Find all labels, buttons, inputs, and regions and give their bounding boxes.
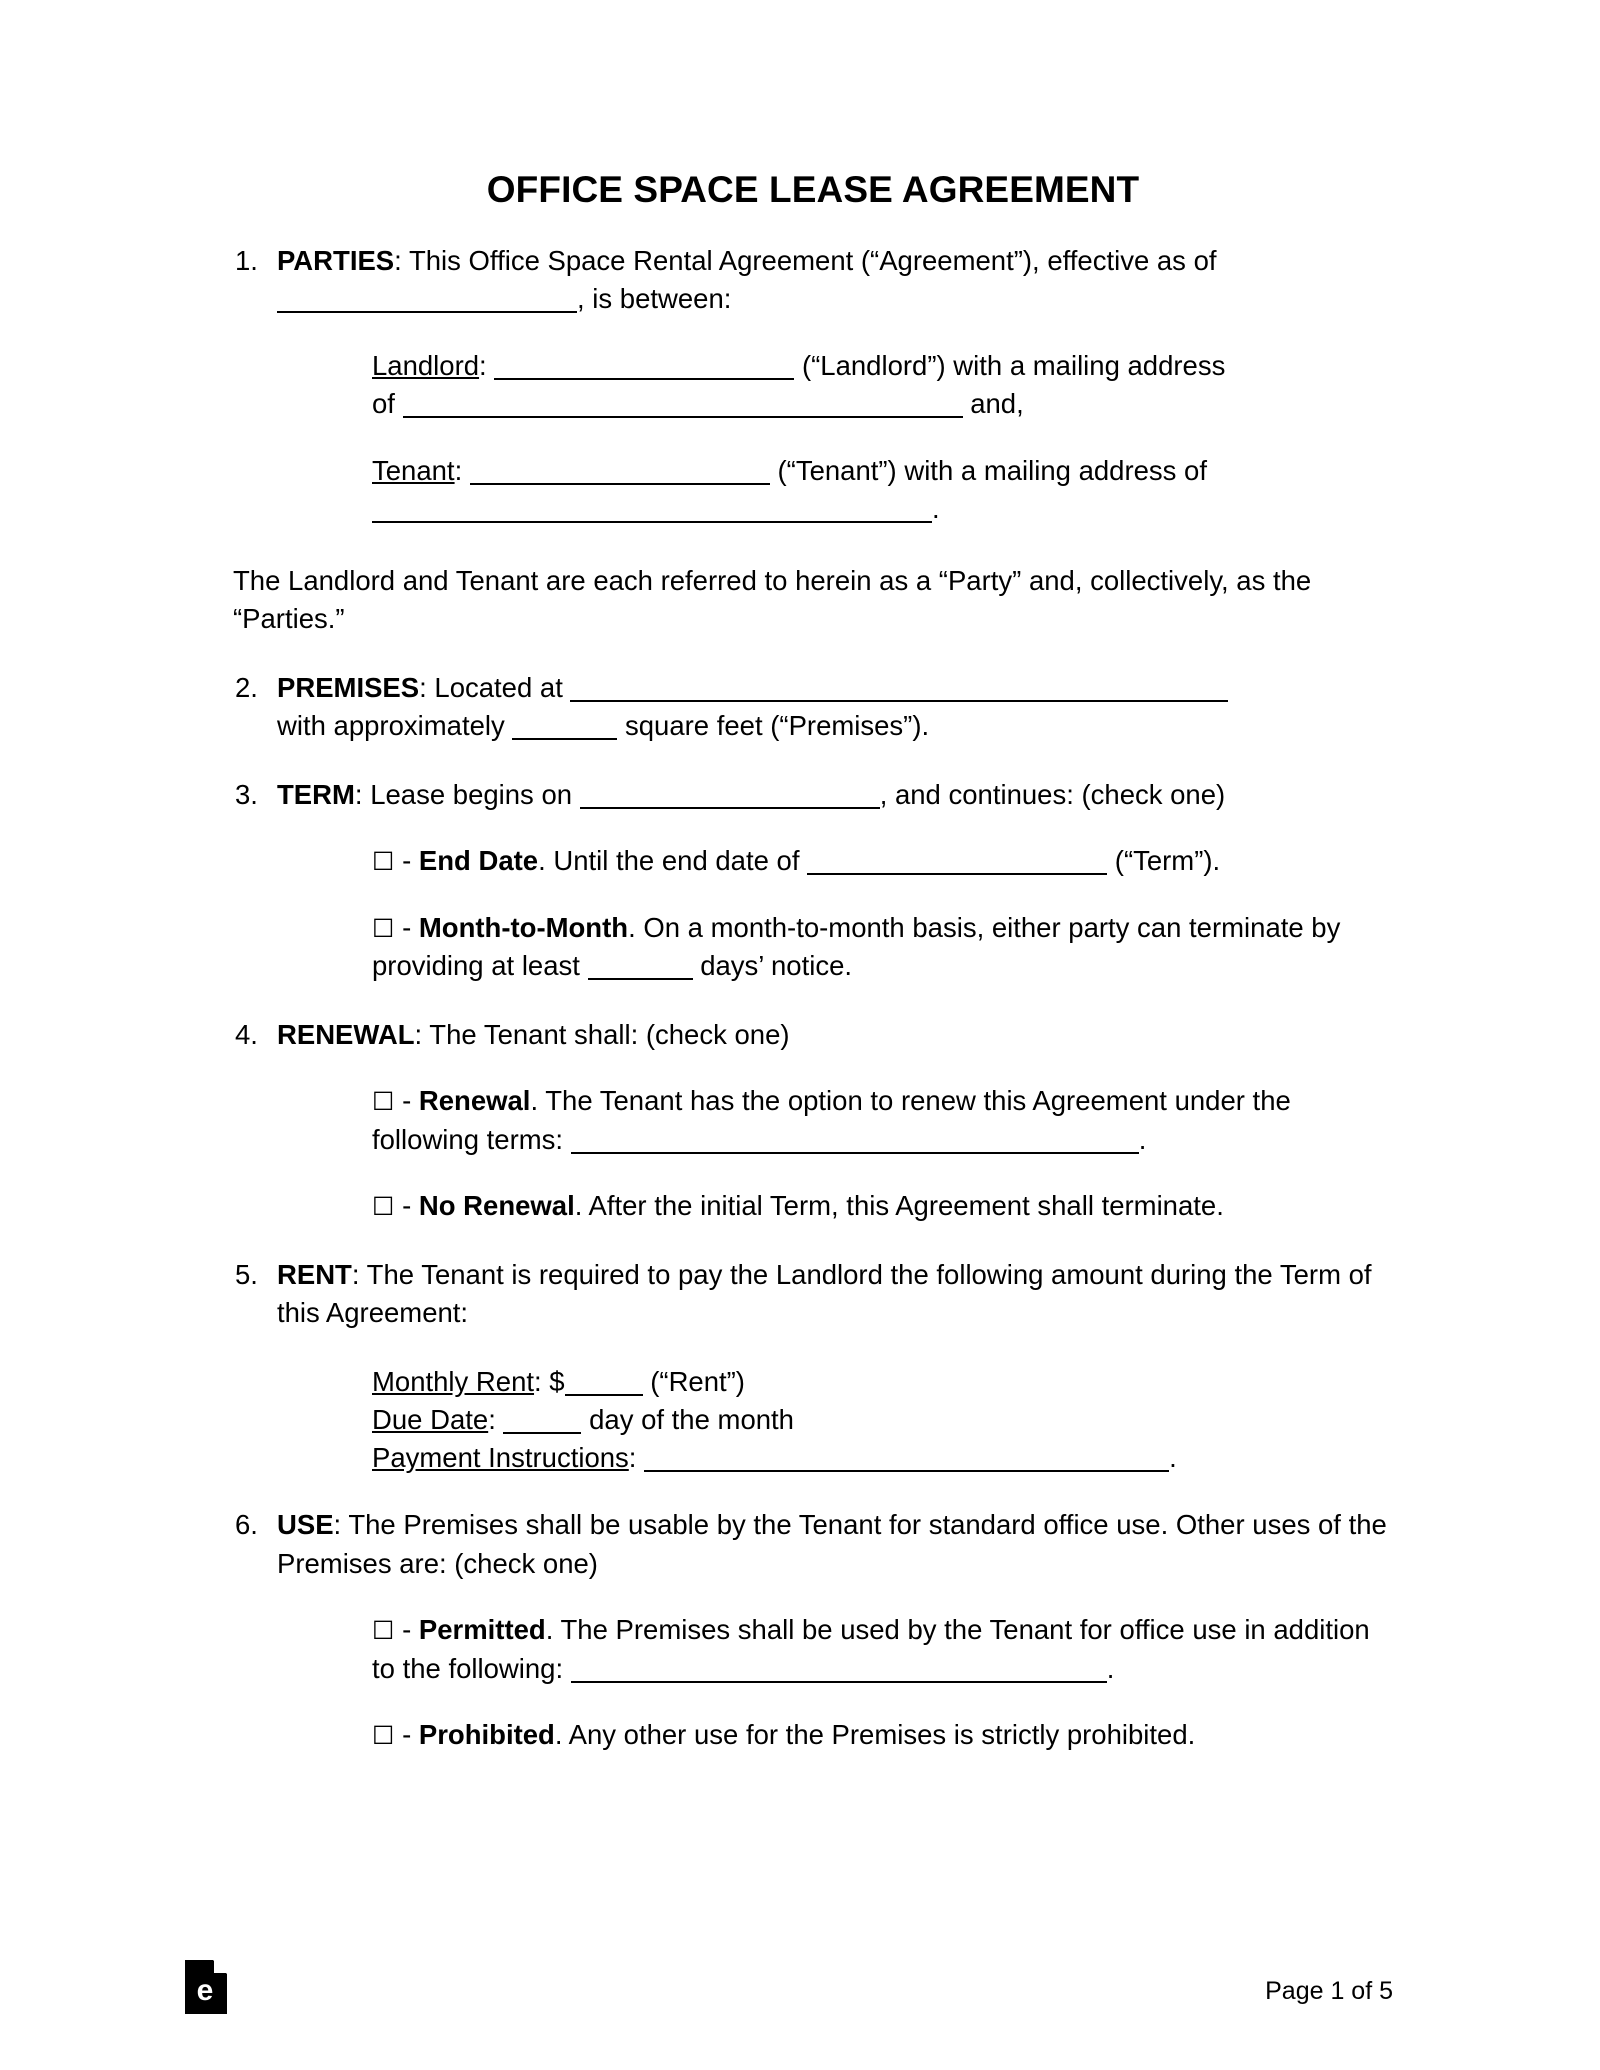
checkbox-unchecked-icon[interactable]: ☐ <box>372 1192 395 1222</box>
premises-sqft-blank[interactable] <box>512 718 617 740</box>
option-text: . The Tenant has the option to renew this Agreement under the following terms: <box>372 1085 1291 1155</box>
checkbox-unchecked-icon[interactable]: ☐ <box>372 1616 395 1646</box>
page-title: OFFICE SPACE LEASE AGREEMENT <box>486 169 1140 210</box>
option-text-cont: (“Term”). <box>1114 845 1221 877</box>
clause-sentence: : The Tenant is required to pay the Landlord the following amount during the Term of this Agreement: <box>277 1258 1372 1329</box>
clause-sentence-cont: , and continues: (check one) <box>879 778 1226 810</box>
landlord-suffix-text: (“Landlord”) with a mailing address <box>801 349 1226 381</box>
clause-sentence: : Located at <box>419 671 563 703</box>
lease-start-blank[interactable] <box>580 787 880 809</box>
due-date-blank[interactable] <box>503 1412 581 1434</box>
clause-rent <box>233 1256 1393 1333</box>
clause-text <box>277 1256 1393 1333</box>
use-option-prohibited[interactable] <box>372 1716 1393 1755</box>
option-dash: - <box>402 1614 412 1646</box>
landlord-block <box>372 347 1393 424</box>
payment-instructions-label: Payment Instructions <box>372 1441 629 1473</box>
clause-parties <box>233 242 1393 319</box>
option-dash: - <box>402 845 412 877</box>
rent-instructions-line <box>372 1439 1393 1477</box>
due-date-label: Due Date <box>372 1403 489 1435</box>
option-label: End Date <box>418 845 539 877</box>
option-dash: - <box>402 1719 412 1751</box>
clause-number: 2. <box>235 671 258 703</box>
term-option-end-date[interactable] <box>372 842 1393 881</box>
checkbox-unchecked-icon[interactable]: ☐ <box>372 1721 395 1751</box>
option-label: No Renewal <box>418 1190 575 1222</box>
option-label: Renewal <box>418 1085 531 1117</box>
clause-number: 5. <box>235 1258 258 1290</box>
option-dash: - <box>402 911 412 943</box>
tenant-address-blank[interactable] <box>372 501 932 523</box>
rent-details <box>372 1363 1393 1477</box>
renewal-terms-blank[interactable] <box>571 1132 1139 1154</box>
payment-instructions-colon: : <box>628 1441 637 1473</box>
tenant-block <box>372 452 1393 529</box>
option-text-cont: days’ notice. <box>700 950 853 982</box>
due-date-colon: : <box>488 1403 496 1435</box>
option-label: Prohibited <box>418 1719 555 1751</box>
landlord-and-text: and, <box>970 388 1024 420</box>
monthly-rent-blank[interactable] <box>565 1374 643 1396</box>
payment-instructions-blank[interactable] <box>644 1450 1169 1472</box>
landlord-address-blank[interactable] <box>403 396 963 418</box>
clause-sentence: : This Office Space Rental Agreement (“Agreement”), effective as of <box>394 244 1217 276</box>
colon: : <box>454 454 463 486</box>
premises-approx-text: with approximately <box>277 710 505 742</box>
clause-sentence-cont: , is between: <box>577 283 732 315</box>
clause-heading: PARTIES <box>277 244 395 276</box>
clause-use <box>233 1506 1393 1583</box>
clause-heading: PREMISES <box>277 671 420 703</box>
option-text-cont: . <box>1138 1123 1147 1155</box>
clause-heading: TERM <box>277 778 355 810</box>
renewal-option-no-renewal[interactable] <box>372 1187 1393 1226</box>
permitted-use-blank[interactable] <box>571 1661 1107 1683</box>
svg-text:e: e <box>196 1974 214 2007</box>
option-label: Permitted <box>418 1614 546 1646</box>
monthly-rent-label: Monthly Rent <box>372 1365 535 1397</box>
clause-renewal <box>233 1016 1393 1055</box>
clause-heading: RENT <box>277 1258 352 1290</box>
landlord-name-blank[interactable] <box>494 358 794 380</box>
premises-sqft-text: square feet (“Premises”). <box>625 710 930 742</box>
option-dash: - <box>402 1085 412 1117</box>
tenant-end-period: . <box>932 493 940 525</box>
monthly-rent-suffix: (“Rent”) <box>650 1365 745 1397</box>
clause-number: 3. <box>235 778 258 810</box>
clause-text <box>277 669 1393 746</box>
effective-date-blank[interactable] <box>277 291 577 313</box>
landlord-of-text: of <box>372 388 395 420</box>
checkbox-unchecked-icon[interactable]: ☐ <box>372 847 395 877</box>
payment-instructions-end: . <box>1169 1441 1177 1473</box>
option-dash: - <box>402 1190 412 1222</box>
tenant-label: Tenant <box>372 454 455 486</box>
tenant-suffix-text: (“Tenant”) with a mailing address of <box>777 454 1207 486</box>
clause-text <box>277 776 1393 815</box>
term-option-month-to-month[interactable] <box>372 909 1393 986</box>
due-date-suffix: day of the month <box>589 1403 794 1435</box>
premises-address-blank[interactable] <box>570 680 1228 702</box>
clause-text <box>277 242 1393 319</box>
document-sheet <box>233 0 1393 1755</box>
clause-text <box>277 1016 1393 1055</box>
renewal-option-renewal[interactable] <box>372 1082 1393 1159</box>
clause-heading: USE <box>277 1509 334 1541</box>
parties-note: The Landlord and Tenant are each referred to herein as a “Party” and, collectively, as the “Parties.” <box>233 564 1312 635</box>
option-text: . Until the end date of <box>538 845 800 877</box>
clause-sentence: : The Premises shall be usable by the Tenant for standard office use. Other uses of the Premises are: (check one) <box>277 1509 1387 1579</box>
option-label: Month-to-Month <box>418 911 629 943</box>
clause-number: 4. <box>235 1018 258 1050</box>
notice-days-blank[interactable] <box>588 958 693 980</box>
use-option-permitted[interactable] <box>372 1611 1393 1688</box>
tenant-name-blank[interactable] <box>470 463 770 485</box>
clause-number: 6. <box>235 1509 258 1541</box>
monthly-rent-colon: : $ <box>534 1365 565 1397</box>
clause-term <box>233 776 1393 815</box>
rent-due-date-line <box>372 1401 1393 1439</box>
colon: : <box>479 349 487 381</box>
checkbox-unchecked-icon[interactable]: ☐ <box>372 1087 395 1117</box>
clause-number: 1. <box>235 244 258 276</box>
page-number: Page 1 of 5 <box>1265 1977 1393 2005</box>
option-text: . On a month-to-month basis, either party can terminate by providing at least <box>372 911 1341 982</box>
clause-text <box>277 1506 1393 1583</box>
rent-monthly-line <box>372 1363 1393 1401</box>
clause-premises <box>233 669 1393 746</box>
option-text-cont: . <box>1106 1652 1115 1684</box>
clause-heading: RENEWAL <box>277 1018 415 1050</box>
eforms-logo-icon <box>185 1960 227 2014</box>
option-text: . The Premises shall be used by the Tenant for office use in addition to the following: <box>372 1614 1370 1684</box>
end-date-blank[interactable] <box>807 853 1107 875</box>
clause-sentence: : The Tenant shall: (check one) <box>414 1018 790 1050</box>
checkbox-unchecked-icon[interactable]: ☐ <box>372 913 395 943</box>
option-text: . After the initial Term, this Agreement shall terminate. <box>574 1190 1224 1222</box>
clause-sentence: : Lease begins on <box>354 778 573 810</box>
landlord-label: Landlord <box>372 349 480 381</box>
option-text: . Any other use for the Premises is strictly prohibited. <box>554 1719 1196 1751</box>
page-footer <box>185 1950 1393 2020</box>
